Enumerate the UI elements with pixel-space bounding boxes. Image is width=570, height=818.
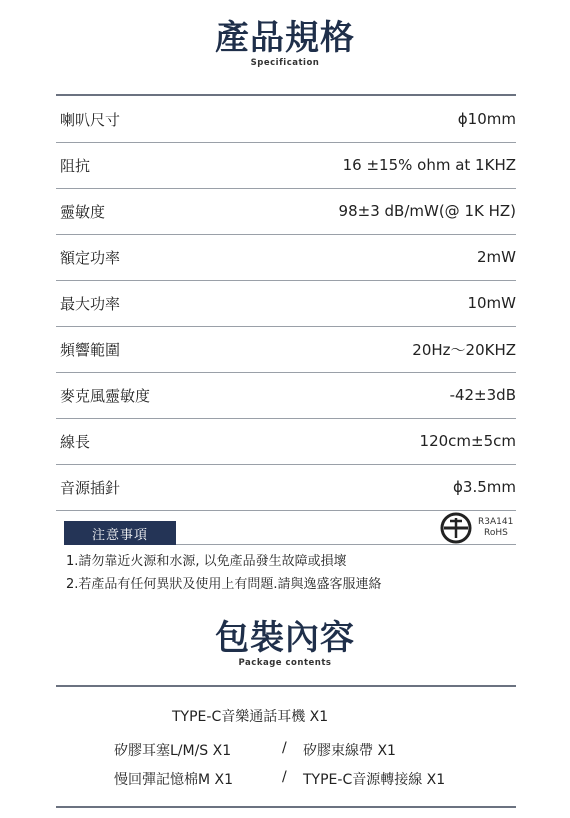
spec-row: [56, 418, 516, 464]
spec-label: 線長: [60, 432, 91, 451]
cert-code: R3A141: [478, 517, 514, 527]
spec-value: -42±3dB: [449, 386, 516, 404]
spec-subtitle: Specification: [250, 58, 320, 68]
spec-label: 喇叭尺寸: [60, 110, 121, 129]
spec-value: 16 ±15% ohm at 1KHZ: [342, 156, 516, 174]
spec-label: 靈敏度: [60, 202, 106, 221]
notice-tag: 注意事項: [64, 521, 176, 545]
spec-row: [56, 234, 516, 280]
spec-value: 98±3 dB/mW(@ 1K HZ): [338, 202, 516, 220]
spec-row: [56, 142, 516, 188]
package-separator-1: /: [282, 740, 287, 756]
spec-title: 產品規格: [215, 18, 355, 58]
spec-value: ϕ3.5mm: [453, 478, 516, 496]
spec-label: 頻響範圍: [60, 340, 121, 359]
spec-row: [56, 188, 516, 234]
package-separator-2: /: [282, 769, 287, 785]
spec-row: [56, 464, 516, 510]
spec-value: 10mW: [467, 294, 516, 312]
package-line-1: TYPE-C音樂通話耳機 X1: [172, 709, 329, 725]
package-item-adapter: TYPE-C音源轉接線 X1: [303, 772, 446, 788]
cert-rohs: RoHS: [484, 528, 508, 538]
package-subtitle: Package contents: [238, 658, 332, 668]
package-item-silicone-tips: 矽膠耳塞L/M/S X1: [114, 743, 232, 759]
spec-row: [56, 96, 516, 142]
spec-row: [56, 326, 516, 372]
package-bottom-divider: [56, 806, 516, 808]
bsmi-certification-icon: [438, 510, 528, 546]
package-item-memory-foam: 慢回彈記憶棉M X1: [114, 772, 234, 788]
spec-label: 阻抗: [60, 156, 91, 175]
package-title: 包裝內容: [215, 618, 355, 658]
spec-row: [56, 372, 516, 418]
spec-value: 20Hz～20KHZ: [412, 340, 516, 359]
notice-item-1: 1.請勿靠近火源和水源, 以免產品發生故障或損壞: [66, 554, 347, 569]
spec-label: 額定功率: [60, 248, 121, 267]
spec-label: 麥克風靈敏度: [60, 386, 151, 405]
package-item-cable-tie: 矽膠束線帶 X1: [303, 743, 396, 759]
spec-label: 音源插針: [60, 478, 121, 497]
package-top-divider: [56, 685, 516, 687]
spec-label: 最大功率: [60, 294, 121, 313]
spec-value: 120cm±5cm: [419, 432, 516, 450]
spec-row: [56, 280, 516, 326]
spec-value: 2mW: [477, 248, 516, 266]
spec-value: ϕ10mm: [457, 110, 516, 128]
notice-item-2: 2.若產品有任何異狀及使用上有問題.請與逸盛客服連絡: [66, 577, 382, 592]
